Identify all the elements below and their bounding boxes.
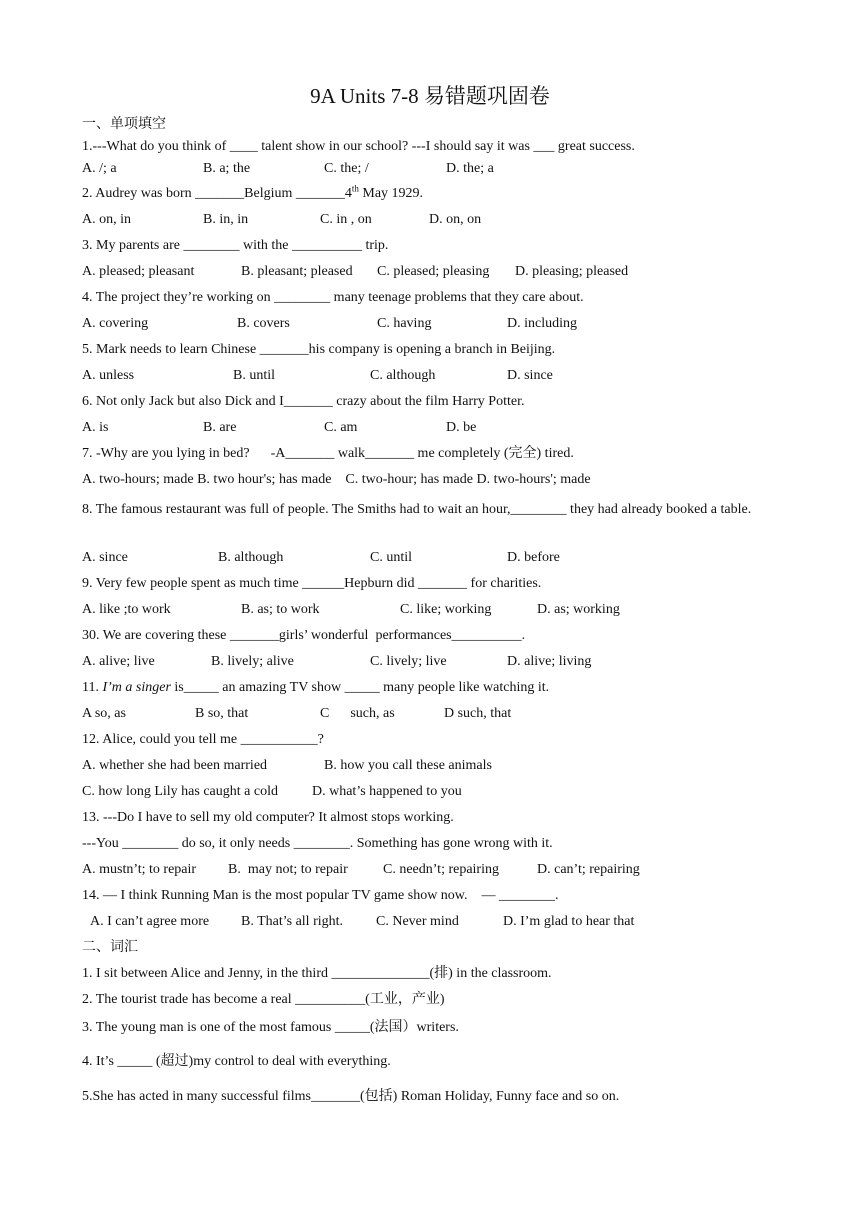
- option-d: D. as; working: [537, 602, 620, 617]
- option-c: C. am: [324, 420, 358, 435]
- option-c: C. Never mind: [376, 914, 459, 929]
- question-9: 9. Very few people spent as much time ______Hepburn did _______ for charities.: [82, 576, 542, 591]
- option-d: D. on, on: [429, 212, 482, 227]
- option-c: C such, as: [320, 706, 395, 721]
- option-b: B. although: [218, 550, 284, 565]
- section-heading-choice: 一、单项填空: [82, 117, 166, 132]
- option-d: D. including: [507, 316, 577, 331]
- option-a: A. mustn’t; to repair: [82, 862, 197, 877]
- question-7-options: A. two-hours; made B. two hour's; has made C. two-hour; has made D. two-hours'; made: [82, 472, 591, 487]
- option-d: D. be: [446, 420, 477, 435]
- question-2-text: 2. Audrey was born _______Belgium _______4: [82, 186, 352, 201]
- option-b: B. That’s all right.: [241, 914, 344, 929]
- option-b: B. in, in: [203, 212, 249, 227]
- question-2: [82, 185, 423, 203]
- option-a: A. like ;to work: [82, 602, 171, 617]
- question-6-options: [82, 419, 802, 437]
- question-3: 3. My parents are ________ with the __________ trip.: [82, 238, 389, 253]
- option-c: C. pleased; pleasing: [377, 264, 490, 279]
- question-8-options: [82, 549, 802, 567]
- show-title: I’m a singer: [102, 680, 171, 695]
- page-title: 9A Units 7-8 易错题巩固卷: [310, 84, 550, 108]
- option-a: A. unless: [82, 368, 135, 383]
- option-b: B. as; to work: [241, 602, 320, 617]
- option-d: D such, that: [444, 706, 512, 721]
- question-9-options: [82, 601, 802, 619]
- question-10: 30. We are covering these _______girls’ wonderful performances__________.: [82, 628, 526, 643]
- option-d: D. what’s happened to you: [312, 784, 462, 799]
- question-1-options: [82, 160, 802, 178]
- option-d: D. alive; living: [507, 654, 592, 669]
- question-5: 5. Mark needs to learn Chinese _______his company is opening a branch in Beijing.: [82, 342, 556, 357]
- option-c: C. until: [370, 550, 413, 565]
- section-heading-vocabulary: 二、词汇: [82, 940, 138, 955]
- question-10-options: [82, 653, 802, 671]
- option-a: A. on, in: [82, 212, 131, 227]
- option-c: C. needn’t; repairing: [383, 862, 499, 877]
- option-a: A. I can’t agree more: [90, 914, 210, 929]
- option-c: C. although: [370, 368, 436, 383]
- vocab-item-2: 2. The tourist trade has become a real __________(工业，产业): [82, 992, 445, 1007]
- option-d: D. the; a: [446, 161, 494, 176]
- question-12-options-row1: [82, 757, 802, 775]
- question-12-options-row2: [82, 783, 802, 801]
- question-3-options: [82, 263, 802, 281]
- option-a: A so, as: [82, 706, 126, 721]
- question-4: 4. The project they’re working on ________ many teenage problems that they care about.: [82, 290, 584, 305]
- question-13-line2: ---You ________ do so, it only needs ________. Something has gone wrong with it.: [82, 836, 553, 851]
- option-c: C. in , on: [320, 212, 372, 227]
- option-a: A. covering: [82, 316, 149, 331]
- option-c: C. how long Lily has caught a cold: [82, 784, 278, 799]
- option-b: B. until: [233, 368, 276, 383]
- question-4-options: [82, 315, 802, 333]
- option-b: B. are: [203, 420, 237, 435]
- option-c: C. like; working: [400, 602, 492, 617]
- question-14: 14. — I think Running Man is the most popular TV game show now. — ________.: [82, 888, 559, 903]
- option-b: B. covers: [237, 316, 290, 331]
- question-6: 6. Not only Jack but also Dick and I_______ crazy about the film Harry Potter.: [82, 394, 525, 409]
- option-b: B so, that: [195, 706, 249, 721]
- option-a: A. whether she had been married: [82, 758, 268, 773]
- option-c: C. the; /: [324, 161, 369, 176]
- option-b: B. lively; alive: [211, 654, 294, 669]
- option-a: A. alive; live: [82, 654, 155, 669]
- question-14-options: [82, 913, 802, 931]
- question-11-text: is_____ an amazing TV show _____ many people like watching it.: [170, 680, 550, 695]
- ordinal-suffix: th: [351, 183, 359, 194]
- option-a: A. since: [82, 550, 128, 565]
- option-b: B. may not; to repair: [228, 862, 348, 877]
- option-d: D. can’t; repairing: [537, 862, 640, 877]
- option-a: A. /; a: [82, 161, 117, 176]
- option-d: D. before: [507, 550, 560, 565]
- option-d: D. pleasing; pleased: [515, 264, 629, 279]
- vocab-item-3: 3. The young man is one of the most famous _____(法国）writers.: [82, 1020, 459, 1035]
- vocab-item-5: 5.She has acted in many successful films_______(包括) Roman Holiday, Funny face and so on.: [82, 1089, 620, 1104]
- question-13: 13. ---Do I have to sell my old computer? It almost stops working.: [82, 810, 454, 825]
- option-a: A. is: [82, 420, 109, 435]
- option-d: D. I’m glad to hear that: [503, 914, 635, 929]
- question-1: 1.---What do you think of ____ talent show in our school? ---I should say it was ___ great success.: [82, 139, 635, 154]
- question-12: 12. Alice, could you tell me ___________?: [82, 732, 324, 747]
- question-11: [82, 679, 549, 697]
- question-5-options: [82, 367, 802, 385]
- option-d: D. since: [507, 368, 553, 383]
- option-c: C. having: [377, 316, 432, 331]
- vocab-item-4: 4. It’s _____ (超过)my control to deal with everything.: [82, 1054, 391, 1069]
- option-b: B. how you call these animals: [324, 758, 492, 773]
- question-7: 7. -Why are you lying in bed? -A_______ walk_______ me completely (完全) tired.: [82, 446, 574, 461]
- question-11-options: [82, 705, 802, 723]
- question-8: 8. The famous restaurant was full of people. The Smiths had to wait an hour,________ they had already booked a table.: [82, 502, 752, 517]
- question-number: 11.: [82, 680, 103, 695]
- vocab-item-1: 1. I sit between Alice and Jenny, in the third ______________(排) in the classroom.: [82, 966, 552, 981]
- option-b: B. pleasant; pleased: [241, 264, 353, 279]
- option-b: B. a; the: [203, 161, 251, 176]
- question-13-options: [82, 861, 802, 879]
- question-2-text-end: May 1929.: [358, 186, 424, 201]
- question-2-options: [82, 211, 802, 229]
- option-c: C. lively; live: [370, 654, 447, 669]
- option-a: A. pleased; pleasant: [82, 264, 195, 279]
